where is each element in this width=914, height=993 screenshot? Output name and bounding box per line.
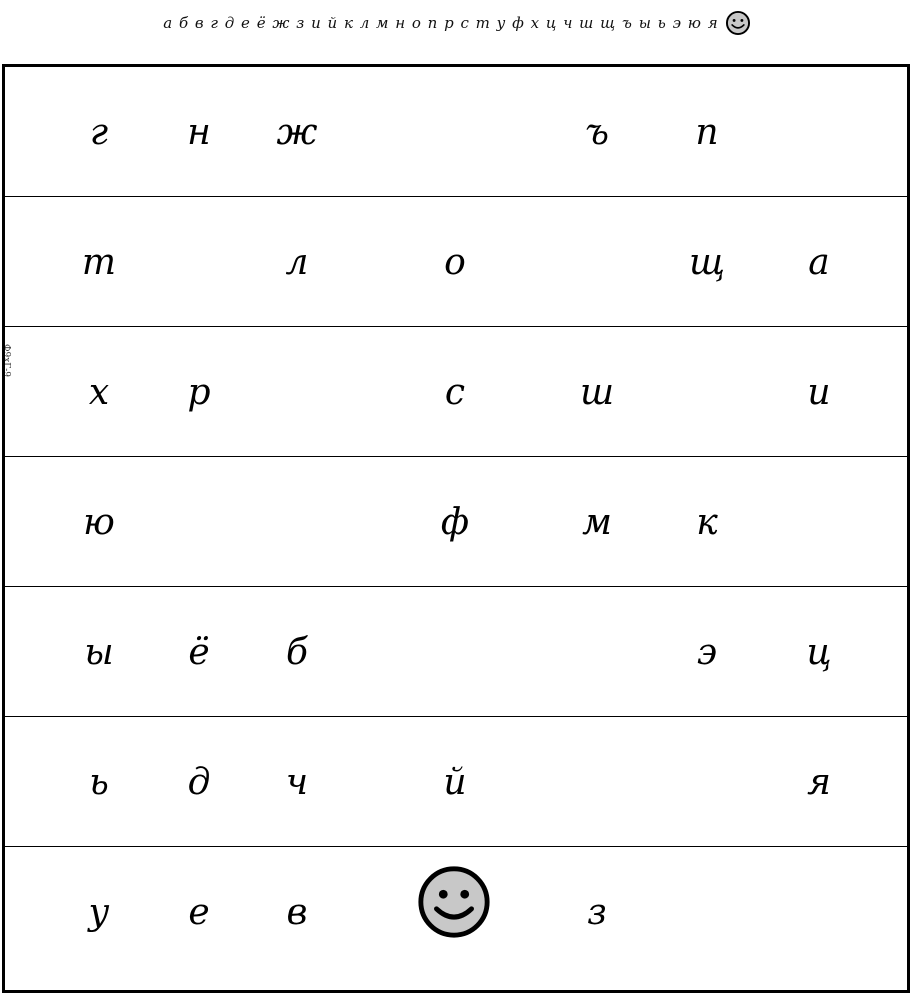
grid-row xyxy=(5,457,907,587)
letter-cell: я xyxy=(807,761,831,803)
letter-cell: ъ xyxy=(585,111,609,153)
grid-row xyxy=(5,847,907,977)
letter-cell: в xyxy=(286,891,308,933)
letter-cell: б xyxy=(286,631,308,673)
letter-cell: к xyxy=(696,501,718,543)
letter-cell: ы xyxy=(84,631,114,673)
letter-cell: ь xyxy=(89,761,109,803)
letter-cell: э xyxy=(696,631,718,673)
letter-cell: л xyxy=(285,241,309,283)
grid-row xyxy=(5,327,907,457)
letter-cell: а xyxy=(808,241,830,283)
letter-cell: ю xyxy=(83,501,115,543)
letter-cell: щ xyxy=(688,241,726,283)
letter-cell: д xyxy=(187,761,211,803)
letter-cell: з xyxy=(587,891,607,933)
letter-cell: и xyxy=(807,371,831,413)
letter-cell: т xyxy=(81,241,117,283)
letter-cell: х xyxy=(88,371,110,413)
alphabet-header xyxy=(0,6,914,40)
alphabet-strip: а б в г д е ё ж з и й к л м н о п р с т у ф х ц ч ш щ ъ ы ь э ю я xyxy=(163,14,719,32)
letter-grid xyxy=(2,64,910,993)
letter-cell: п xyxy=(695,111,719,153)
letter-cell: с xyxy=(444,371,466,413)
letter-cell: й xyxy=(443,761,467,803)
letter-cell: ж xyxy=(276,111,318,153)
letter-cell: р xyxy=(187,371,211,413)
grid-row xyxy=(5,587,907,717)
grid-row xyxy=(5,67,907,197)
letter-cell: ц xyxy=(806,631,832,673)
grid-row xyxy=(5,197,907,327)
side-code-label: Ф9хГ-9 xyxy=(1,344,11,377)
letter-cell: ф xyxy=(440,501,470,543)
letter-cell: ш xyxy=(579,371,615,413)
letter-cell: е xyxy=(188,891,210,933)
smiley-face-icon xyxy=(725,10,751,36)
letter-cell: о xyxy=(444,241,466,283)
letter-cell: г xyxy=(89,111,109,153)
smiley-face-icon xyxy=(415,863,493,941)
letter-cell: ё xyxy=(188,631,210,673)
grid-row xyxy=(5,717,907,847)
letter-cell: м xyxy=(582,501,612,543)
letter-cell: у xyxy=(88,891,110,933)
letter-cell: н xyxy=(187,111,211,153)
letter-cell: ч xyxy=(285,761,309,803)
